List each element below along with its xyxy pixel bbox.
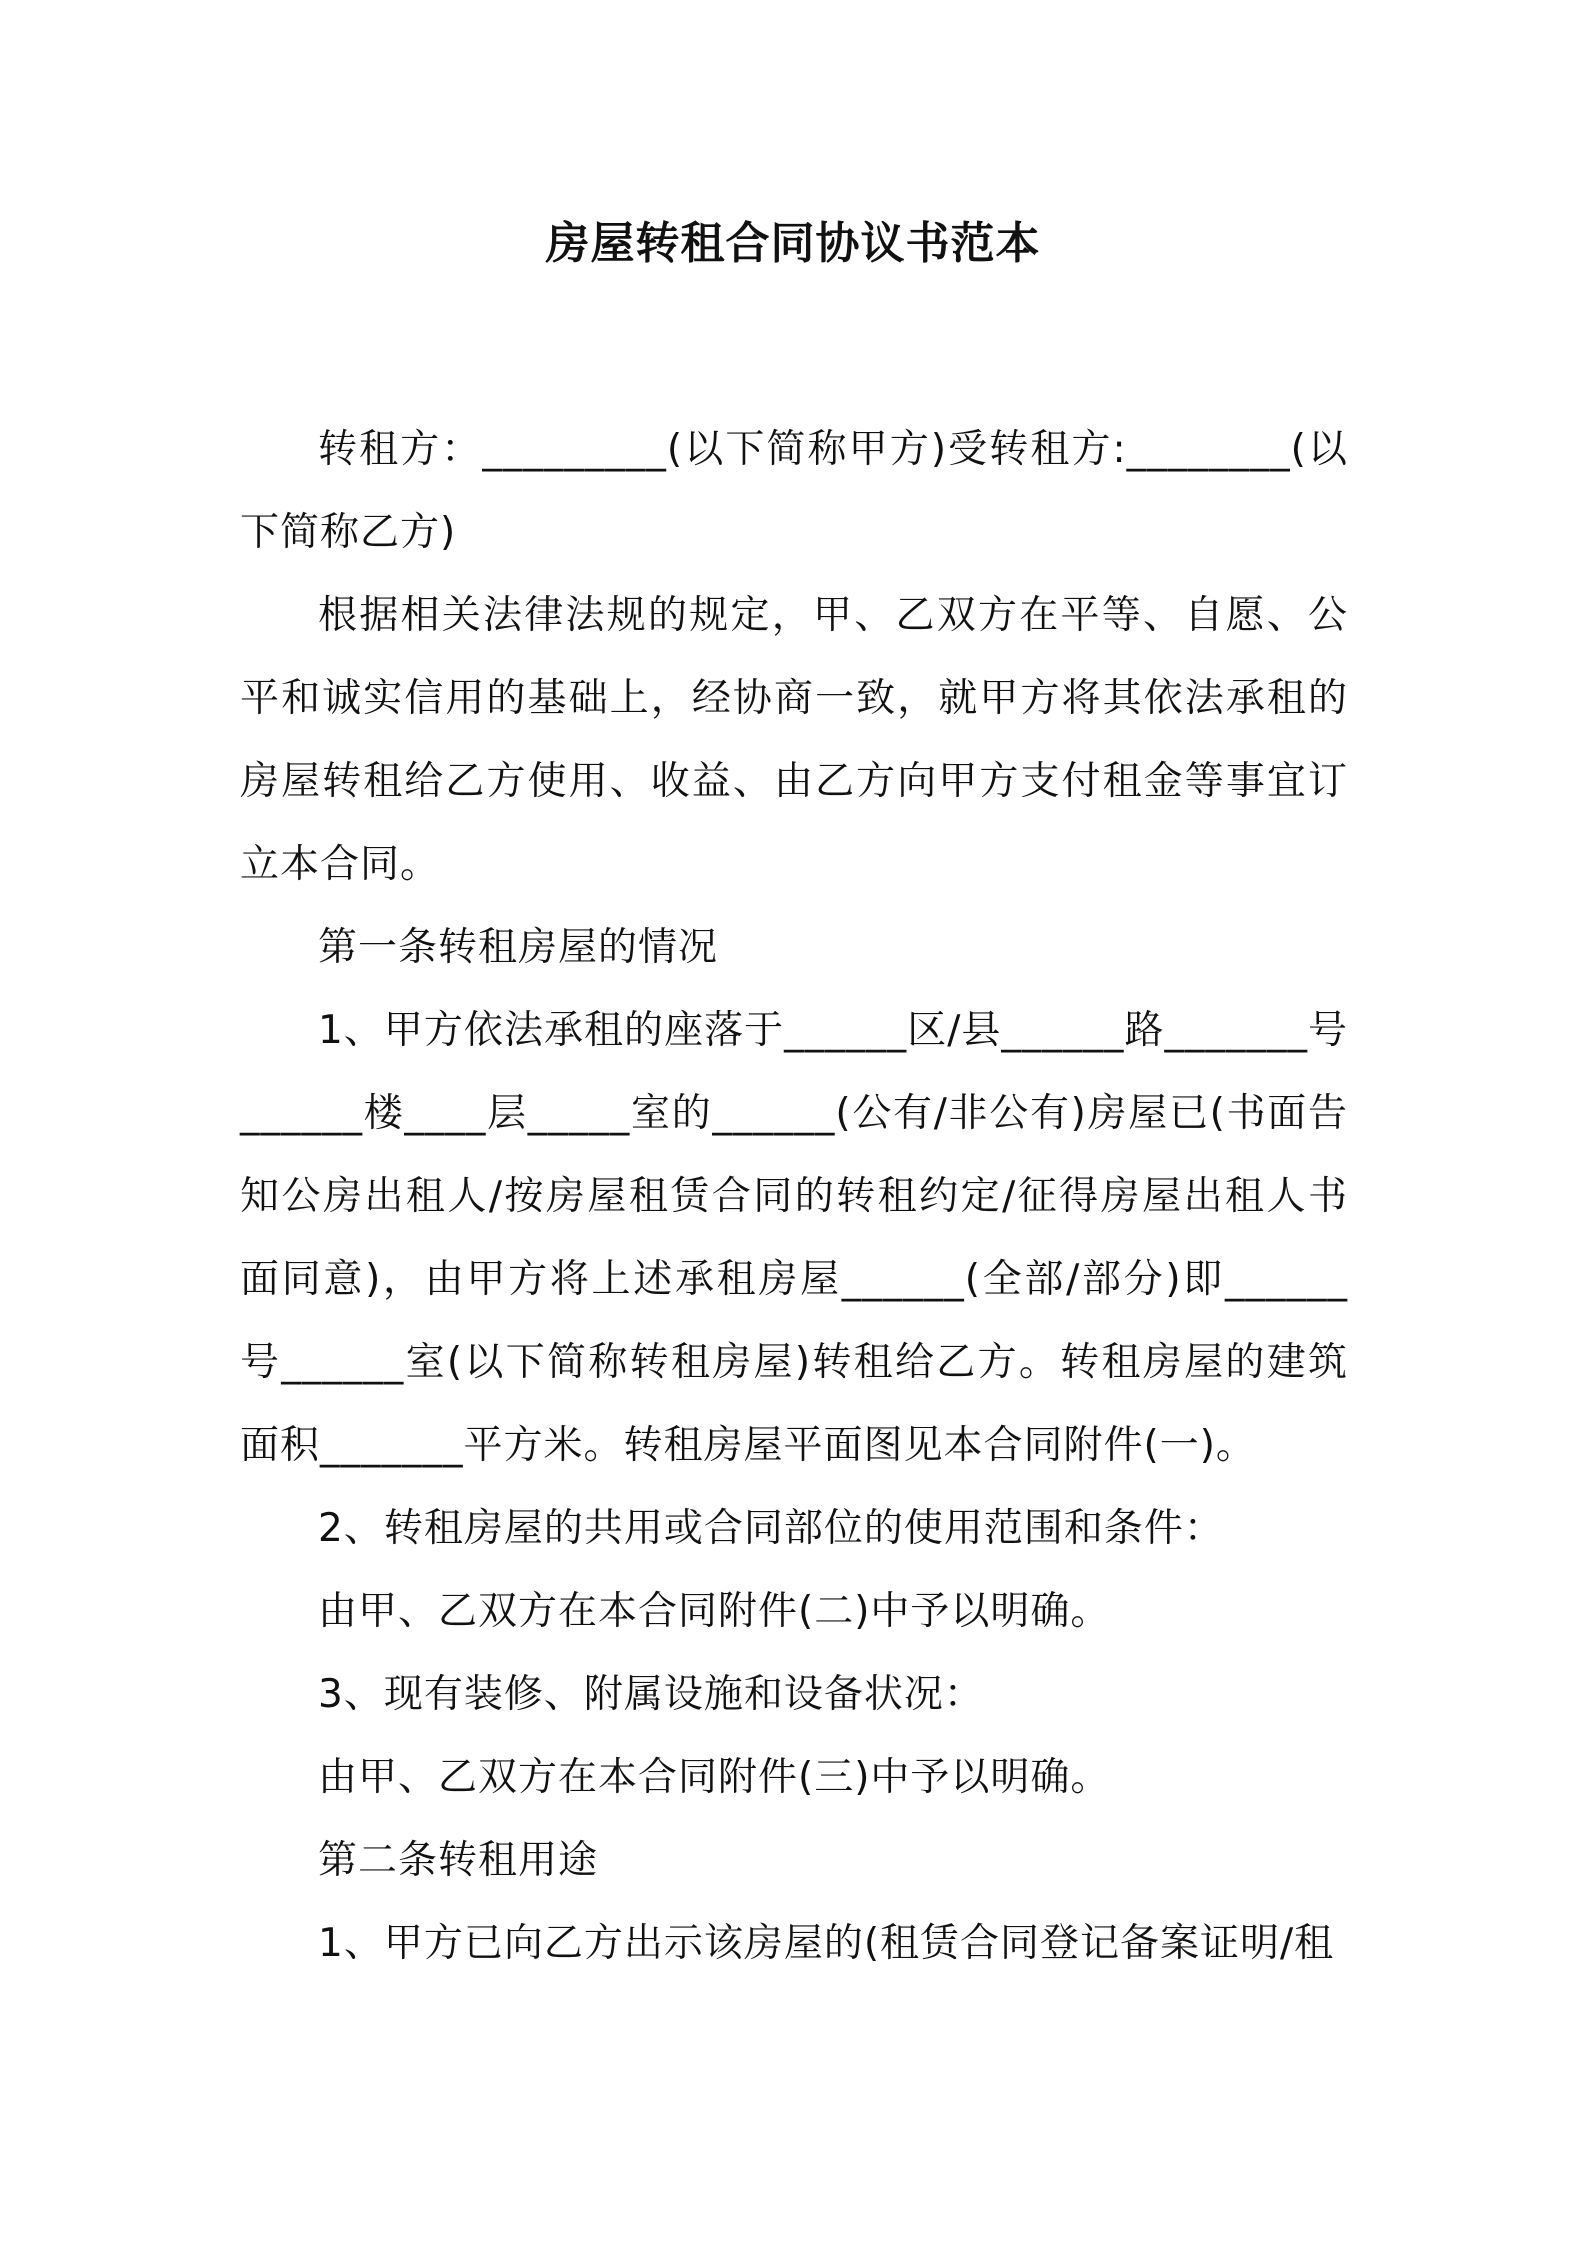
article-1-clause-3-detail: 由甲、乙双方在本合同附件(三)中予以明确。: [318, 1755, 1111, 1800]
article-1-heading: 第一条转租房屋的情况: [318, 925, 719, 970]
document-title: 房屋转租合同协议书范本: [545, 218, 1041, 269]
article-1-clause-2: 2、转租房屋的共用或合同部位的使用范围和条件：: [318, 1506, 1224, 1551]
preamble-paragraph: 根据相关法律法规的规定，甲、乙双方在平等、自愿、公平和诚实信用的基础上，经协商一致，就甲方将其依法承租的房屋转租给乙方使用、收益、由乙方向甲方支付租金等事宜订立本合同。: [240, 593, 1348, 887]
document-body: [240, 408, 1348, 1985]
article-2-heading: 第二条转租用途: [318, 1838, 599, 1883]
article-2-clause-1: 1、甲方已向乙方出示该房屋的(租赁合同登记备案证明/租: [318, 1921, 1335, 1966]
article-1-clause-1: 1、甲方依法承租的座落于______区/县______路_______号______楼____层_____室的______(公有/非公有)房屋已(书面告知公房出租人/按房屋租赁合同的转租约定/征得房屋出租人书面同意)，由甲方将上述承租房屋______(全部/部分)即______号______室(以下简称转租房屋)转租给乙方。转租房屋的建筑面积_______平方米。转租房屋平面图见本合同附件(一)。: [240, 1008, 1349, 1468]
article-1-clause-2-detail: 由甲、乙双方在本合同附件(二)中予以明确。: [318, 1589, 1111, 1634]
parties-paragraph: 转租方：_________(以下简称甲方)受转租方:________(以下简称乙方): [240, 427, 1348, 555]
article-1-clause-3: 3、现有装修、附属设施和设备状况：: [318, 1672, 984, 1717]
